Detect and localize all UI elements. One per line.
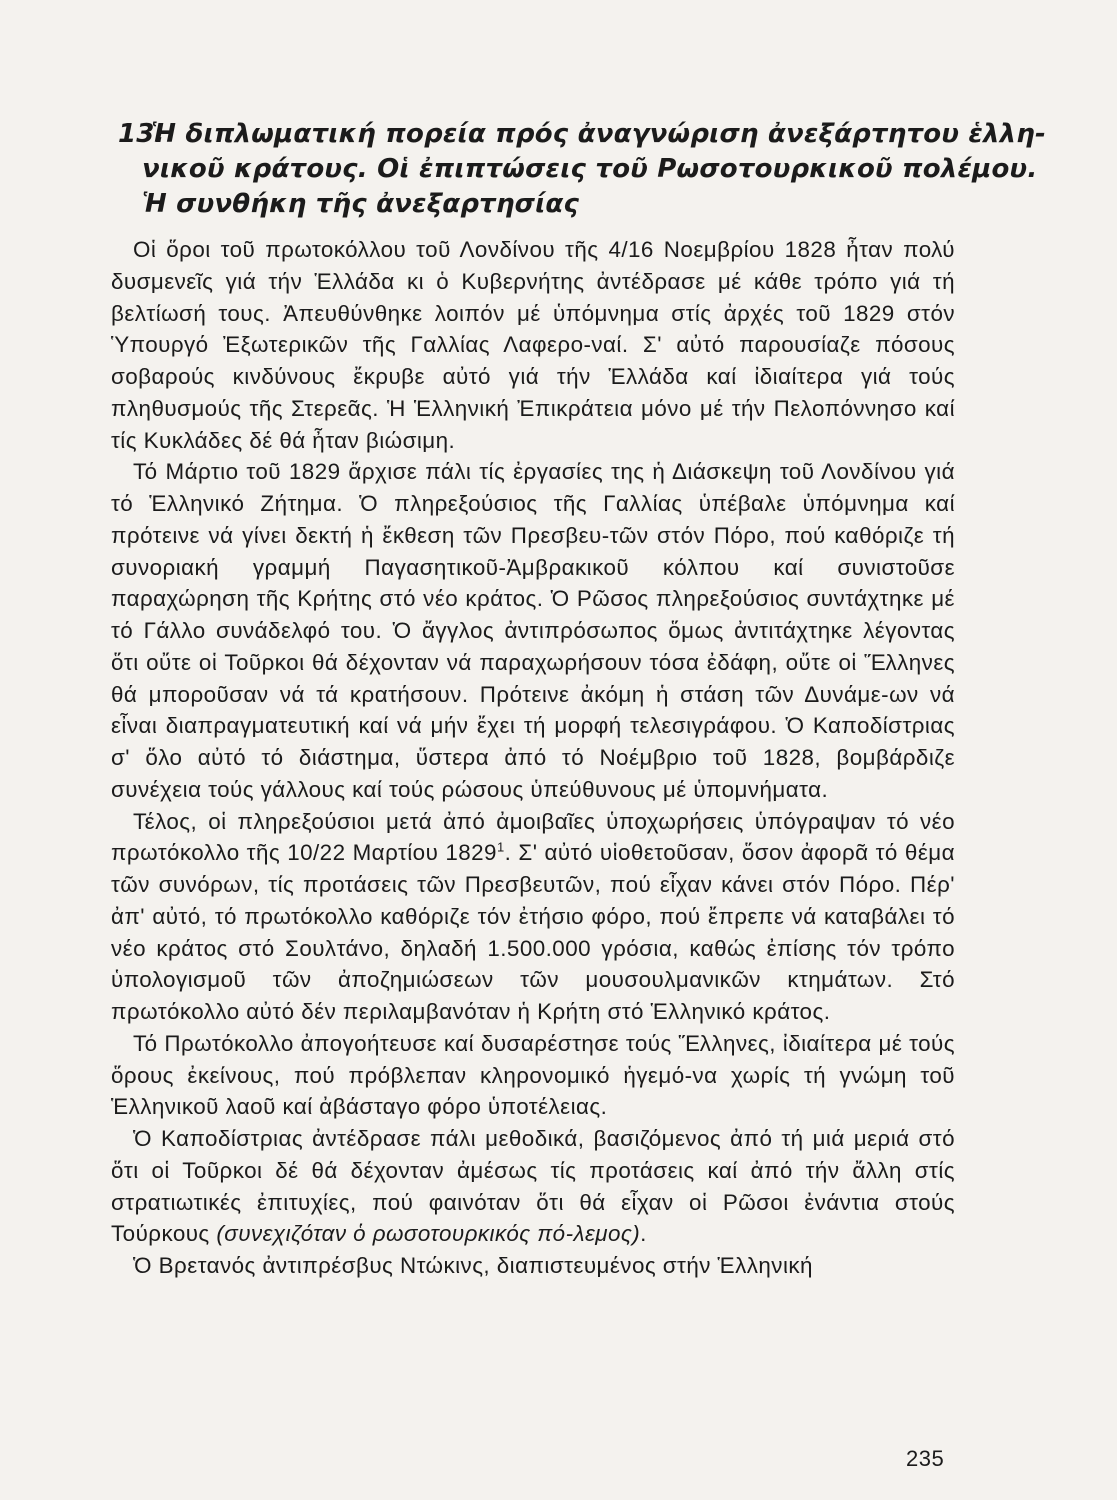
paragraph-3	[111, 806, 955, 1028]
body-text	[111, 234, 955, 1282]
paragraph-6: Ὁ Βρετανός ἀντιπρέσβυς Ντώκινς, διαπιστευμένος στήν Ἑλληνική	[133, 1253, 813, 1278]
paragraph-5-part-a: Ὁ Καποδίστριας ἀντέδρασε πάλι μεθοδικά, βασιζόμενος ἀπό τή μιά μεριά στό ὅτι οἱ Τοῦρκοι δέ θά δέχονταν ἀμέσως τίς προτάσεις καί ἀπό τήν ἄλλη στίς στρατιωτικές ἐπιτυχίες, πού φαινόταν ὅτι θά εἶχαν οἱ Ρῶσοι ἐνάντια στούς Τούρκους	[111, 1126, 955, 1247]
paragraph-5-part-b: .	[640, 1221, 647, 1247]
paragraph-5-italic: (συνεχιζόταν ὁ ρωσοτουρκικός πό-λεμος)	[216, 1221, 641, 1247]
heading-line-1-text: Ἡ διπλωματική πορεία πρός ἀναγνώριση ἀνεξάρτητου ἑλλη-	[151, 119, 1047, 149]
footnote-marker: 1	[496, 839, 505, 855]
paragraph-5	[111, 1123, 955, 1250]
chapter-heading	[118, 117, 1047, 222]
heading-line-2: νικοῦ κράτους. Οἱ ἐπιπτώσεις τοῦ Ρωσοτουρκικοῦ πολέμου.	[142, 154, 1038, 184]
paragraph-3-part-a: Τέλος, οἱ πληρεξούσιοι μετά ἀπό ἀμοιβαῖες ὑποχωρήσεις ὑπόγραψαν τό νέο πρωτόκολλο τῆς 10/22 Μαρτίου 1829	[111, 808, 955, 866]
paragraph-3-part-b: . Σ' αὐτό υἱοθετοῦσαν, ὅσον ἀφορᾶ τό θέμα τῶν συνόρων, τίς προτάσεις τῶν Πρεσβευτῶν, πού εἶχαν κάνει στόν Πόρο. Πέρ' ἀπ' αὐτό, τό πρωτόκολλο καθόριζε τόν ἐτήσιο φόρο, πού ἔπρεπε νά καταβάλει τό νέο κράτος στό Σουλτάνο, δηλαδή 1.500.000 γρόσια, καθώς ἐπίσης τόν τρόπο ὑπολογισμοῦ τῶν ἀποζημιώσεων τῶν μουσουλμανικῶν κτημάτων. Στό πρωτόκολλο αὐτό δέν περιλαμβανόταν ἡ Κρήτη στό Ἑλληνικό κράτος.	[111, 840, 955, 1024]
heading-line-3: Ἡ συνθήκη τῆς ἀνεξαρτησίας	[142, 189, 580, 219]
paragraph-1: Οἱ ὅροι τοῦ πρωτοκόλλου τοῦ Λονδίνου τῆς 4/16 Νοεμβρίου 1828 ἦταν πολύ δυσμενεῖς γιά τήν Ἑλλάδα κι ὁ Κυβερνήτης ἀντέδρασε μέ κάθε τρόπο γιά τή βελτίωσή τους. Ἀπευθύνθηκε λοιπόν μέ ὑπόμνημα στίς ἀρχές τοῦ 1829 στόν Ὑπουργό Ἐξωτερικῶν τῆς Γαλλίας Λαφερο-ναί. Σ' αὐτό παρουσίαζε πόσους σοβαρούς κινδύνους ἔκρυβε αὐτό γιά τήν Ἑλλάδα καί ἰδιαίτερα γιά τούς πληθυσμούς τῆς Στερεᾶς. Ἡ Ἑλληνική Ἐπικράτεια μόνο μέ τήν Πελοπόννησο καί τίς Κυκλάδες δέ θά ἦταν βιώσιμη.	[111, 237, 955, 453]
page-number: 235	[906, 1446, 945, 1471]
chapter-number: 13.	[118, 119, 165, 149]
paragraph-2: Τό Μάρτιο τοῦ 1829 ἄρχισε πάλι τίς ἐργασίες της ἡ Διάσκεψη τοῦ Λονδίνου γιά τό Ἑλληνικό Ζήτημα. Ὁ πληρεξούσιος τῆς Γαλλίας ὑπέβαλε ὑπόμνημα καί πρότεινε νά γίνει δεκτή ἡ ἔκθεση τῶν Πρεσβευ-τῶν στόν Πόρο, πού καθόριζε τή συνοριακή γραμμή Παγασητικοῦ-Ἀμβρακικοῦ κόλπου καί συνιστοῦσε παραχώρηση τῆς Κρήτης στό νέο κράτος. Ὁ Ρῶσος πληρεξούσιος συντάχτηκε μέ τό Γάλλο συνάδελφό του. Ὁ ἄγγλος ἀντιπρόσωπος ὅμως ἀντιτάχτηκε λέγοντας ὅτι οὔτε οἱ Τοῦρκοι θά δέχονταν νά παραχωρήσουν τόσα ἐδάφη, οὔτε οἱ Ἕλληνες θά μποροῦσαν νά τά κρατήσουν. Πρότεινε ἀκόμη ἡ στάση τῶν Δυνάμε-ων νά εἶναι διαπραγματευτική καί νά μήν ἔχει τή μορφή τελεσιγράφου. Ὁ Καποδίστριας σ' ὅλο αὐτό τό διάστημα, ὕστερα ἀπό τό Νοέμβριο τοῦ 1828, βομβάρδιζε συνέχεια τούς γάλλους καί τούς ρώσους ὑπεύθυνους μέ ὑπομνήματα.	[111, 459, 955, 802]
paragraph-4: Τό Πρωτόκολλο ἀπογοήτευσε καί δυσαρέστησε τούς Ἕλληνες, ἰδιαίτερα μέ τούς ὅρους ἐκείνους, πού πρόβλεπαν κληρονομικό ἡγεμό-να χωρίς τή γνώμη τοῦ Ἑλληνικοῦ λαοῦ καί ἀβάσταγο φόρο ὑποτέλειας.	[111, 1030, 955, 1120]
heading-line-1	[118, 117, 1047, 152]
